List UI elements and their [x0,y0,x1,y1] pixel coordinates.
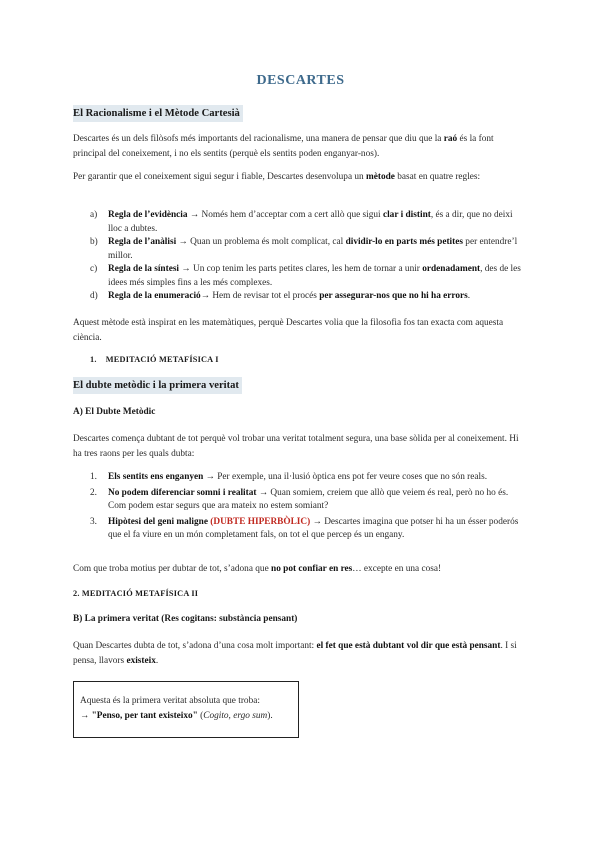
section-heading-dubte: El dubte metòdic i la primera veritat [73,377,242,394]
bold-text: No podem diferenciar somni i realitat [108,487,257,498]
section-heading-racionalisme: El Racionalisme i el Mètode Cartesià [73,105,243,122]
bold-text: dividir-lo en parts més petites [345,237,463,247]
text: Quan somiem, creiem que allò que veiem és real, però no ho és. Com podem estar segurs que ara mateix no estem somiant? [108,487,509,511]
text: Aquest mètode està inspirat en les matemàtiques, perquè Descartes volia que la filosofia fos tan exacta com aquesta ciència. [73,318,504,343]
bold-text: existeix [126,656,156,666]
arrow-icon: → [189,210,200,220]
bold-text: clar i distint [382,210,431,220]
text: Descartes imagina que potser hi ha un ésser poderós que el fa viure en un món completament fals, on tot el que percep és un engany. [108,516,519,540]
list-marker: a) [90,210,98,220]
list-marker: d) [90,291,98,301]
subheading-dubte-metodic: A) El Dubte Metòdic [73,407,156,417]
text: Hem de revisar tot el procés [210,291,320,301]
list-marker: 1. [90,355,97,364]
bold-text: per assegurar-nos que no hi ha errors [319,291,468,301]
text: … excepte en una cosa! [352,564,442,574]
paragraph-intro [73,132,528,162]
rules-list [73,209,528,304]
text: MEDITACIÓ METAFÍSICA I [105,355,219,364]
arrow-icon: → [80,711,90,721]
text: Per exemple, una il·lusió òptica ens pot fer veure coses que no són reals. [214,472,488,482]
text: Com que troba motius per dubtar de tot, s’adona que [73,564,272,574]
bold-text: "Penso, per tant existeixo" [89,711,198,721]
bold-text: Hipòtesi del geni maligne [108,516,211,527]
bold-text: no pot confiar en res [271,564,353,574]
text: per entendre’l millor. [108,237,518,261]
text: , és a dir, que no deixi lloc a dubtes. [108,210,513,234]
text: . [155,656,159,666]
subheading-primera-veritat: B) La primera veritat (Res cogitans: substància pensant) [73,614,298,624]
text: Descartes comença dubtant de tot perquè vol trobar una veritat totalment segura, una base sòlida per al coneixement. Hi ha tres raons per les quals dubta: [73,434,519,459]
paragraph-method [73,170,528,185]
cogito-callout-box [73,681,299,738]
list-item [73,263,528,290]
paragraph-conclusion [73,562,528,577]
text: ( [197,711,204,721]
text: Descartes és un dels filòsofs més importants del racionalisme, una manera de pensar que diu que la [73,134,444,144]
list-item [73,516,528,543]
bold-text: Els sentits ens enganyen [108,472,204,482]
bold-text: el fet que està dubtant vol dir que està pensant [316,641,501,651]
rule-name: Regla de l’anàlisi [108,237,177,247]
paragraph-cogito [73,639,528,669]
arrow-icon: → [200,291,210,301]
text: basat en quatre regles: [394,172,481,182]
text: Un cop tenim les parts petites clares, les hem de tornar a unir [190,264,423,274]
text: ). [267,711,273,721]
list-marker: 2. [90,487,97,498]
text: . [467,291,471,301]
list-marker: b) [90,237,98,247]
rule-name: Regla de l’evidència [108,210,188,220]
red-label: (DUBTE HIPERBÒLIC) [210,516,311,527]
list-marker: c) [90,264,98,274]
bold-text: raó [443,134,458,144]
list-item [73,471,528,485]
text: Només hem d’acceptar com a cert allò que sigui [199,210,383,220]
arrow-icon: → [178,237,188,247]
text: Per garantir que el coneixement sigui segur i fiable, Descartes desenvolupa un [73,172,367,182]
rule-name: Regla de la síntesi [108,264,180,274]
text: Quan un problema és molt complicat, cal [187,237,346,247]
italic-text: Cogito, ergo sum [203,711,268,721]
paragraph-inspired [73,316,528,346]
arrow-icon: → [205,472,215,482]
text: Quan Descartes dubta de tot, s’adona d’una cosa molt important: [73,641,317,651]
list-marker: 1. [90,472,97,482]
text: , des de les idees més simples fins a les més complexes. [108,264,521,288]
arrow-icon: → [181,264,191,274]
list-item [73,209,528,236]
page-title: DESCARTES [256,73,345,88]
text: Aquesta és la primera veritat absoluta que troba: [80,696,260,706]
arrow-icon: → [312,516,322,527]
bold-text: ordenadament [422,264,481,274]
list-marker: 3. [90,516,97,527]
meditation-1-label [90,355,219,364]
list-item [73,487,528,514]
list-item [73,236,528,263]
text: . I si pensa, llavors [73,641,517,666]
paragraph-dubte [73,432,528,462]
bold-text: mètode [366,172,395,182]
reasons-list [73,471,528,543]
meditation-2-label: 2. MEDITACIÓ METAFÍSICA II [73,589,199,598]
text: és la font principal del coneixement, i no els sentits (perquè els sentits poden enganyar-nos). [73,134,494,159]
arrow-icon: → [258,487,269,498]
rule-name: Regla de la enumeració [108,291,201,301]
list-item [73,290,528,304]
